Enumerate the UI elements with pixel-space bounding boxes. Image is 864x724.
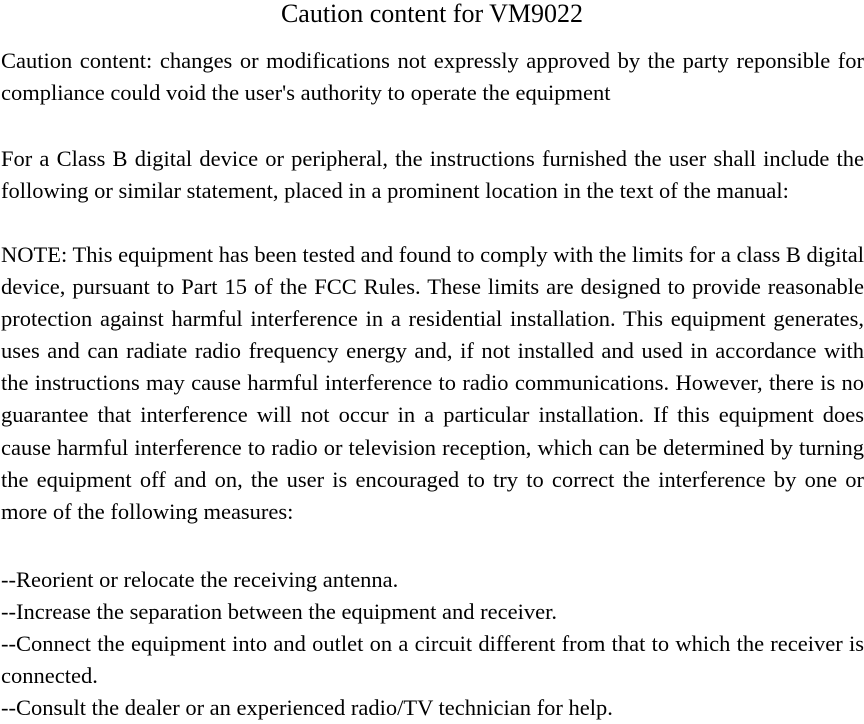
- measure-item: --Consult the dealer or an experienced radio/TV technician for help.: [1, 695, 613, 720]
- measure-item: --Increase the separation between the equipment and receiver.: [1, 599, 557, 624]
- caution-paragraph: Caution content: changes or modifications not expressly approved by the party reponsible for compliance could void the user's authority to operate the equipment: [1, 48, 864, 106]
- measure-item: --Reorient or relocate the receiving antenna.: [1, 567, 399, 592]
- fcc-note-paragraph: NOTE: This equipment has been tested and found to comply with the limits for a class B digital device, pursuant to Part 15 of the FCC Rules. These limits are designed to provide reasonable protection against harmful interference in a residential installation. This equipment generates, uses and can radiate radio frequency energy and, if not installed and used in accordance with the instructions may cause harmful interference to radio communications. However, there is no guarantee that interference will not occur in a particular installation. If this equipment does cause harmful interference to radio or television reception, which can be determined by turning the equipment off and on, the user is encouraged to try to correct the interference by one or more of the following measures:: [1, 242, 864, 524]
- measure-item: --Connect the equipment into and outlet on a circuit different from that to which the receiver is connected.: [1, 631, 864, 689]
- document-title: Caution content for VM9022: [280, 0, 584, 28]
- class-b-instruction-paragraph: For a Class B digital device or peripheral, the instructions furnished the user shall include the following or similar statement, placed in a prominent location in the text of the manual:: [1, 146, 864, 204]
